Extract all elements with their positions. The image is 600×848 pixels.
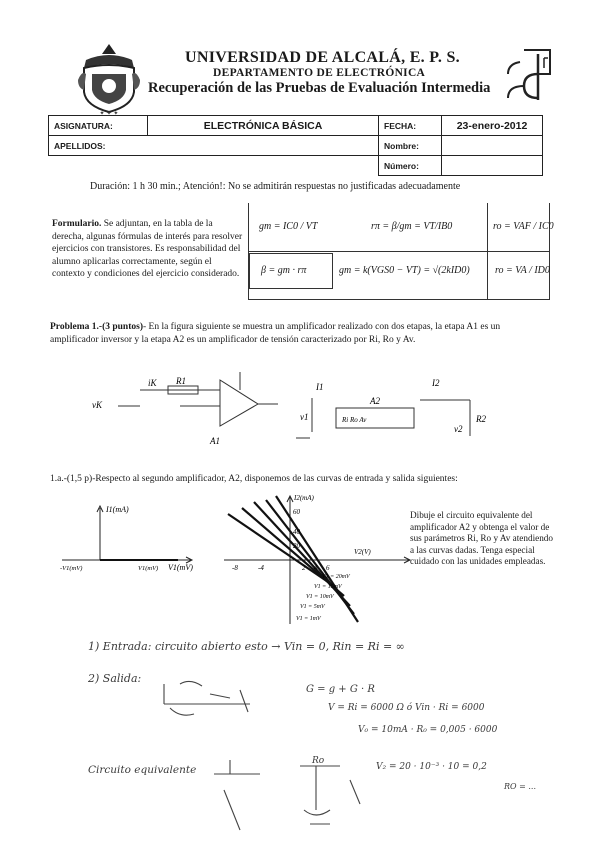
circuit-diagram xyxy=(80,360,500,450)
handwriting-line-5: V₀ = 10mA · R₀ = 0,005 · 6000 xyxy=(358,725,498,735)
handwriting-line-4: V = Ri = 6000 Ω ó Vin · Ri = 6000 xyxy=(328,703,485,713)
tick-4: 4 xyxy=(314,564,318,572)
right-xlabel: V2(V) xyxy=(354,548,371,556)
a1-label: A1 xyxy=(210,436,220,446)
handwriting-line-2: 2) Salida: xyxy=(88,672,142,685)
handwriting-line-3: G = g + G · R xyxy=(306,684,375,695)
tick-40: 40 xyxy=(293,528,300,536)
handwriting-line-1: 1) Entrada: circuito abierto esto → Vin = 0, Rin = Ri = ∞ xyxy=(88,640,405,653)
handwriting-line-9: RO = ... xyxy=(504,782,536,791)
exam-title: Recuperación de las Pruebas de Evaluación Intermedia xyxy=(148,80,491,96)
block-label: Ri Ro Av xyxy=(342,416,367,424)
tick-m8: -8 xyxy=(232,564,238,572)
vk-label: vK xyxy=(92,400,102,410)
formula-table xyxy=(248,203,554,300)
tick-2: 2 xyxy=(302,564,306,572)
info-table xyxy=(48,115,543,176)
nombre-field[interactable] xyxy=(442,136,543,156)
handwriting-line-6: Circuito equivalente xyxy=(88,764,197,776)
problem-text: - En la figura siguiente se muestra un amplificador realizado con dos etapas, la etapa A1 es un amplificador inversor y la etapa A2 es un amplificador de tensión caracterizado por Ri, Ro y Av. xyxy=(50,322,501,345)
left-ylabel: I1(mA) xyxy=(106,505,129,514)
problem-statement xyxy=(50,321,550,347)
asignatura-label: ASIGNATURA: xyxy=(49,116,148,136)
department-name: DEPARTAMENTO DE ELECTRÓNICA xyxy=(213,67,426,79)
curve-label-15: V1 = 15mV xyxy=(314,584,342,590)
formulario-block xyxy=(52,218,244,281)
duration-note: Duración: 1 h 30 min.; Atención!: No se admitirán respuestas no justificadas adecuadamente xyxy=(90,181,461,192)
a2-label: A2 xyxy=(370,396,380,406)
tick-6: 6 xyxy=(326,564,330,572)
instructions-right: Dibuje el circuito equivalente del amplificador A2 y obtenga el valor de sus parámetros Ri, Ro y Av atendiendo a las curvas dadas. Tenga especial cuidado con las unidades empleadas. xyxy=(410,510,553,566)
input-curve-graph xyxy=(60,498,200,578)
formula-gm-fet: gm = k(VGS0 − VT) = √(2kID0) xyxy=(339,265,470,276)
output-curve-graph xyxy=(214,490,414,630)
formula-gm: gm = IC0 / VT xyxy=(259,221,318,232)
fecha-label: FECHA: xyxy=(379,116,442,136)
handwritten-sketch-1 xyxy=(150,668,270,728)
handwritten-sketch-2 xyxy=(200,750,400,840)
nombre-label: Nombre: xyxy=(379,136,442,156)
formula-beta: β = gm · rπ xyxy=(261,265,307,276)
curve-label-10: V1 = 10mV xyxy=(306,594,334,600)
svg-text:✦ ✦ ✦: ✦ ✦ ✦ xyxy=(99,110,119,116)
formulario-text: Se adjuntan, en la tabla de la derecha, algunas fórmulas de interés para resolver ejercicios con transistores. Es responsabilidad del alumno aplicarlas correctamente, según el contexto y condiciones del ejercicio considerado. xyxy=(52,219,243,279)
numero-field[interactable] xyxy=(442,156,543,176)
question-1a: 1.a.-(1,5 p)-Respecto al segundo amplificador, A2, disponemos de las curvas de entrada y salida siguientes: xyxy=(50,474,458,484)
formula-ro-fet: ro = VA / ID0 xyxy=(495,265,550,276)
v1-label: v1 xyxy=(300,412,309,422)
apellidos-label[interactable]: APELLIDOS: xyxy=(49,136,379,156)
asignatura-value: ELECTRÓNICA BÁSICA xyxy=(148,116,379,136)
i2-label: I2 xyxy=(432,378,440,388)
university-crest xyxy=(74,40,144,116)
handwriting-line-8: V₂ = 20 · 10⁻³ · 10 = 0,2 xyxy=(376,762,487,772)
curve-label-20: V1 = 20mV xyxy=(322,574,350,580)
ik-label: iK xyxy=(148,378,157,388)
tick-60: 60 xyxy=(293,508,300,516)
handwriting-line-7: Ro xyxy=(312,756,325,766)
curve-label-1: V1 = 1mV xyxy=(296,616,321,622)
university-name: UNIVERSIDAD DE ALCALÁ, E. P. S. xyxy=(185,49,460,66)
left-xtick-neg: -V1(mV) xyxy=(60,565,83,572)
curve-label-5: V1 = 5mV xyxy=(300,604,325,610)
left-xlabel: V1(mV) xyxy=(168,563,193,572)
fecha-value: 23-enero-2012 xyxy=(442,116,543,136)
v2-label: v2 xyxy=(454,424,463,434)
formula-rpi: rπ = β/gm = VT/IB0 xyxy=(371,221,453,232)
department-logo xyxy=(494,44,556,106)
right-ylabel: I2(mA) xyxy=(294,494,314,502)
left-xtick-pos: V1(mV) xyxy=(138,565,159,572)
r1-label: R1 xyxy=(176,376,186,386)
formulario-title: Formulario. xyxy=(52,219,102,229)
i1-label: I1 xyxy=(316,382,324,392)
formula-ro-bjt: ro = VAF / IC0 xyxy=(493,221,554,232)
tick-20: 20 xyxy=(293,542,300,550)
problem-title: Problema 1.-(3 puntos) xyxy=(50,322,143,332)
numero-label: Número: xyxy=(379,156,442,176)
r2-label: R2 xyxy=(476,414,486,424)
tick-m4: -4 xyxy=(258,564,264,572)
